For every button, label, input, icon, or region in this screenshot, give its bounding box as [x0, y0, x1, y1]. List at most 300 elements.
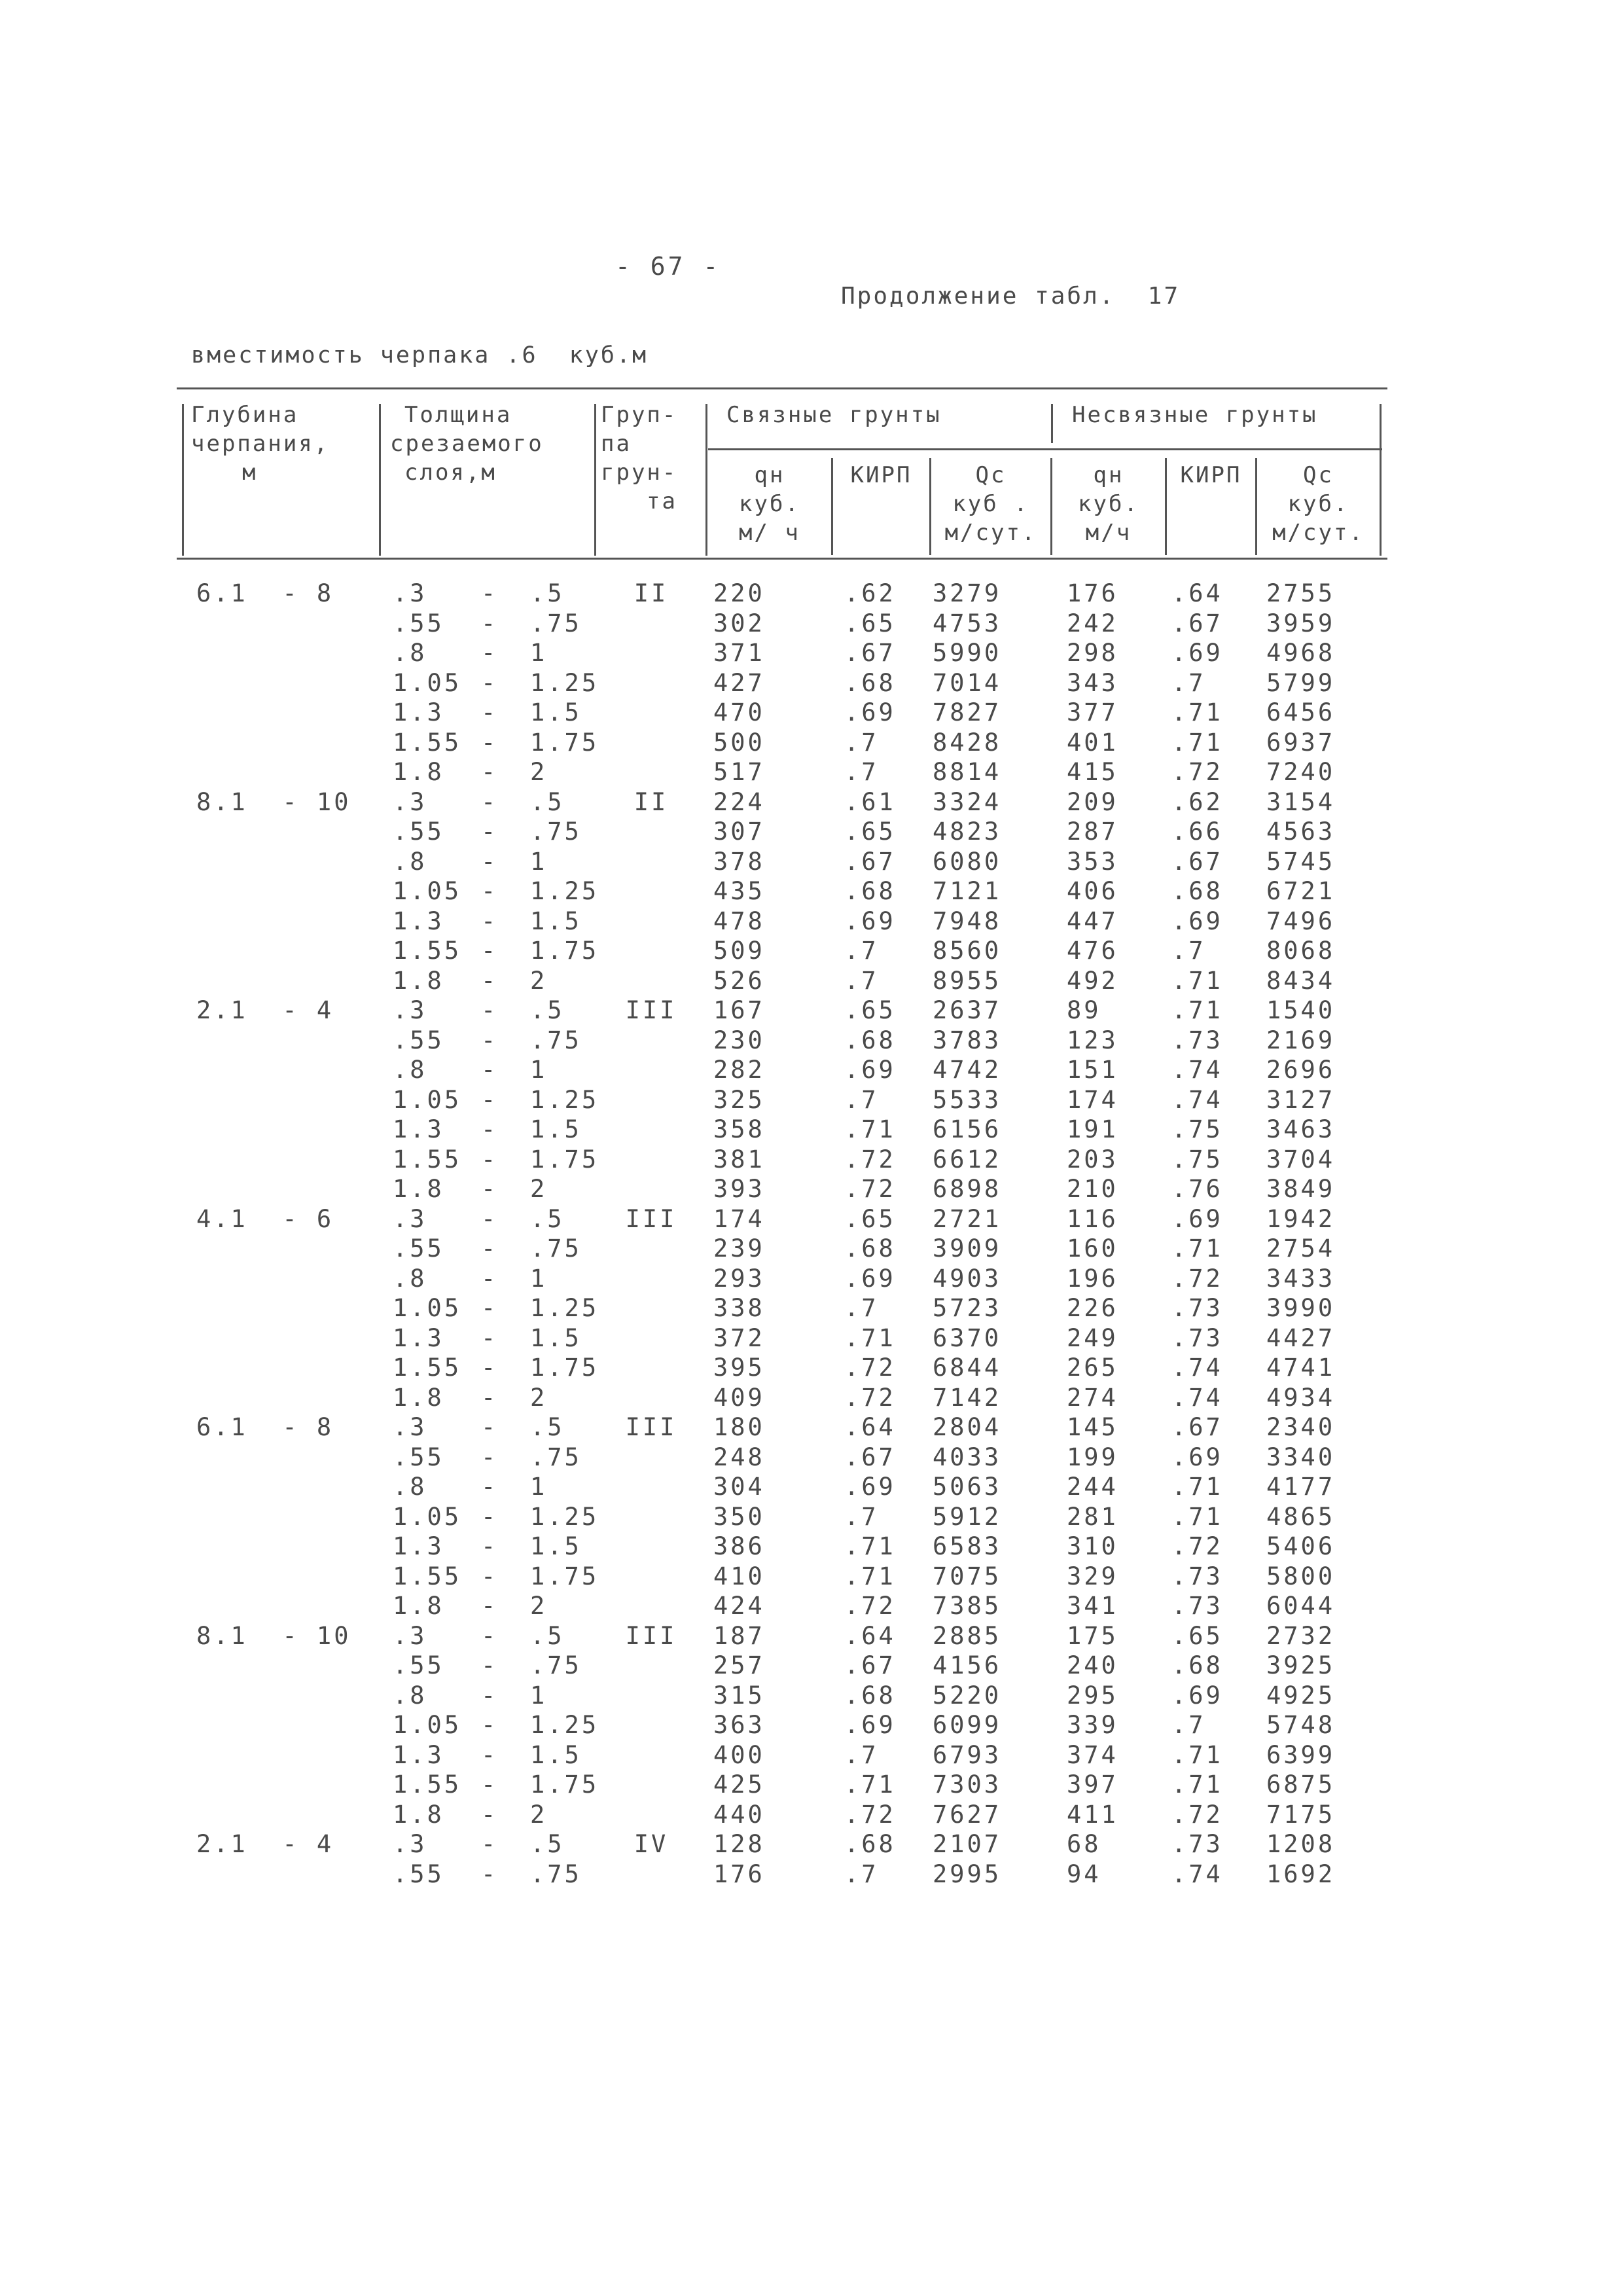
cell-thickness-dash: - — [481, 1562, 499, 1590]
cell-qn2: 411 — [1067, 1800, 1118, 1829]
header-kirp-noncohesive: КИРП — [1180, 462, 1242, 488]
cell-thickness-to: 1 — [530, 1473, 548, 1501]
cell-kirp2: .74 — [1171, 1056, 1223, 1084]
cell-thickness-from: .55 — [393, 609, 444, 637]
header-group-line4: та — [647, 488, 677, 514]
cell-qc: 6156 — [933, 1115, 1002, 1143]
cell-kirp: .62 — [844, 579, 896, 607]
cell-group: II — [633, 787, 669, 816]
cell-thickness-to: 1 — [530, 1681, 548, 1710]
cell-kirp2: .71 — [1171, 996, 1223, 1024]
cell-kirp2: .68 — [1171, 1651, 1223, 1679]
header-noncohesive-soils: Несвязные грунты — [1072, 402, 1318, 428]
cell-qn: 435 — [713, 877, 765, 905]
cell-thickness-to: .75 — [530, 609, 582, 637]
table-row — [0, 1056, 1440, 1085]
cell-kirp: .67 — [844, 1651, 896, 1679]
cell-qc: 7627 — [933, 1800, 1002, 1829]
table-row — [0, 1115, 1440, 1145]
cell-qc: 7385 — [933, 1592, 1002, 1620]
cell-thickness-dash: - — [481, 1234, 499, 1263]
cell-group: II — [633, 579, 669, 607]
cell-thickness-to: 1.75 — [530, 1145, 599, 1174]
cell-depth: 8.1 - 10 — [196, 1621, 351, 1650]
cell-qn: 470 — [713, 698, 765, 726]
cell-thickness-to: .75 — [530, 1443, 582, 1471]
cell-qc2: 3340 — [1266, 1443, 1336, 1471]
cell-qc: 3909 — [933, 1234, 1002, 1263]
cell-kirp2: .69 — [1171, 1443, 1223, 1471]
cell-kirp: .7 — [844, 728, 879, 757]
cell-qn: 409 — [713, 1383, 765, 1412]
cell-qn2: 492 — [1067, 966, 1118, 995]
cell-thickness-from: .8 — [393, 1473, 427, 1501]
cell-qn2: 298 — [1067, 639, 1118, 667]
table-row — [0, 1592, 1440, 1621]
header-qn-line1: qн — [754, 462, 785, 488]
cell-qc2: 4934 — [1266, 1383, 1336, 1412]
cell-qn2: 203 — [1067, 1145, 1118, 1174]
cell-thickness-to: .5 — [530, 579, 565, 607]
cell-kirp: .72 — [844, 1383, 896, 1412]
cell-thickness-dash: - — [481, 1383, 499, 1412]
table-row — [0, 1711, 1440, 1740]
cell-kirp2: .73 — [1171, 1562, 1223, 1590]
cell-kirp: .71 — [844, 1532, 896, 1560]
cell-kirp2: .67 — [1171, 847, 1223, 876]
cell-thickness-dash: - — [481, 1711, 499, 1739]
cell-qc: 5063 — [933, 1473, 1002, 1501]
cell-thickness-from: 1.05 — [393, 1502, 462, 1531]
header-depth — [191, 401, 329, 487]
cell-kirp: .72 — [844, 1145, 896, 1174]
cell-qc2: 3433 — [1266, 1264, 1336, 1293]
cell-kirp: .65 — [844, 817, 896, 846]
cell-qn2: 68 — [1067, 1830, 1101, 1858]
cell-qn2: 145 — [1067, 1413, 1118, 1441]
table-row — [0, 967, 1440, 996]
cell-thickness-to: 1 — [530, 1056, 548, 1084]
cell-thickness-dash: - — [481, 609, 499, 637]
cell-qn: 517 — [713, 758, 765, 786]
cell-thickness-to: 1.25 — [530, 1294, 599, 1322]
table-row — [0, 1205, 1440, 1234]
cell-kirp2: .69 — [1171, 639, 1223, 667]
cell-qc: 7827 — [933, 698, 1002, 726]
cell-qn2: 196 — [1067, 1264, 1118, 1293]
cell-group: III — [625, 1204, 677, 1233]
cell-qc2: 8068 — [1266, 937, 1336, 965]
table-row — [0, 579, 1440, 609]
cell-kirp2: .75 — [1171, 1115, 1223, 1143]
cell-kirp: .72 — [844, 1354, 896, 1382]
cell-thickness-dash: - — [481, 1830, 499, 1858]
header-qn2-line3: м/ч — [1085, 520, 1132, 546]
cell-qc: 7142 — [933, 1383, 1002, 1412]
cell-kirp: .7 — [844, 1294, 879, 1322]
cell-qn: 386 — [713, 1532, 765, 1560]
cell-qc2: 7175 — [1266, 1800, 1336, 1829]
cell-kirp: .65 — [844, 1204, 896, 1233]
cell-qc2: 4563 — [1266, 817, 1336, 846]
cell-qc: 2107 — [933, 1830, 1002, 1858]
cell-thickness-from: 1.3 — [393, 1115, 444, 1143]
cell-thickness-dash: - — [481, 1502, 499, 1531]
table-row — [0, 1741, 1440, 1770]
cell-thickness-dash: - — [481, 1026, 499, 1054]
cell-thickness-to: 1.25 — [530, 1711, 599, 1739]
cell-qn2: 287 — [1067, 817, 1118, 846]
cell-kirp: .7 — [844, 1085, 879, 1114]
table-row — [0, 1532, 1440, 1562]
cell-kirp: .68 — [844, 668, 896, 697]
cell-kirp2: .72 — [1171, 1800, 1223, 1829]
cell-qc2: 2732 — [1266, 1621, 1336, 1650]
cell-qc2: 3849 — [1266, 1175, 1336, 1203]
cell-qc: 8955 — [933, 966, 1002, 995]
cell-thickness-to: 1 — [530, 639, 548, 667]
cell-kirp: .68 — [844, 1681, 896, 1710]
cell-qn: 302 — [713, 609, 765, 637]
cell-qc: 5220 — [933, 1681, 1002, 1710]
cell-kirp2: .71 — [1171, 1770, 1223, 1799]
cell-qc2: 5748 — [1266, 1711, 1336, 1739]
cell-thickness-to: .5 — [530, 1830, 565, 1858]
cell-qn: 526 — [713, 966, 765, 995]
cell-thickness-from: .55 — [393, 817, 444, 846]
cell-qn2: 191 — [1067, 1115, 1118, 1143]
cell-qc: 2995 — [933, 1859, 1002, 1888]
cell-kirp: .67 — [844, 639, 896, 667]
cell-kirp2: .73 — [1171, 1294, 1223, 1322]
cell-qc2: 1692 — [1266, 1859, 1336, 1888]
cell-kirp: .72 — [844, 1800, 896, 1829]
cell-qc2: 6044 — [1266, 1592, 1336, 1620]
cell-thickness-dash: - — [481, 937, 499, 965]
cell-thickness-from: 1.55 — [393, 1770, 462, 1799]
cell-thickness-from: .8 — [393, 1264, 427, 1293]
cell-thickness-dash: - — [481, 668, 499, 697]
cell-qc: 7303 — [933, 1770, 1002, 1799]
cell-thickness-from: 1.3 — [393, 906, 444, 935]
table-row — [0, 1384, 1440, 1413]
cell-depth: 6.1 - 8 — [196, 1413, 334, 1441]
cell-kirp: .65 — [844, 609, 896, 637]
header-qc-line1: Qс — [975, 462, 1007, 488]
cell-thickness-to: .5 — [530, 787, 565, 816]
cell-qn2: 476 — [1067, 937, 1118, 965]
cell-qn2: 343 — [1067, 668, 1118, 697]
cell-qn: 167 — [713, 996, 765, 1024]
cell-qn: 393 — [713, 1175, 765, 1203]
table-row — [0, 758, 1440, 787]
cell-qn: 239 — [713, 1234, 765, 1263]
table-row — [0, 1324, 1440, 1354]
cell-qc2: 4968 — [1266, 639, 1336, 667]
cell-thickness-to: 1.25 — [530, 877, 599, 905]
cell-kirp: .7 — [844, 1859, 879, 1888]
table-row — [0, 639, 1440, 668]
cell-kirp: .71 — [844, 1770, 896, 1799]
cell-qn: 220 — [713, 579, 765, 607]
cell-thickness-from: .3 — [393, 1621, 427, 1650]
cell-thickness-dash: - — [481, 877, 499, 905]
cell-kirp: .69 — [844, 906, 896, 935]
cell-thickness-dash: - — [481, 639, 499, 667]
cell-qn: 180 — [713, 1413, 765, 1441]
cell-kirp2: .72 — [1171, 1532, 1223, 1560]
cell-thickness-to: 2 — [530, 1592, 548, 1620]
table-row — [0, 1175, 1440, 1204]
cell-kirp: .69 — [844, 698, 896, 726]
table-row — [0, 1830, 1440, 1859]
cell-qc: 5723 — [933, 1294, 1002, 1322]
header-qc-line3: м/сут. — [944, 520, 1037, 546]
cell-qn: 371 — [713, 639, 765, 667]
cell-thickness-to: 2 — [530, 1383, 548, 1412]
cell-thickness-dash: - — [481, 1681, 499, 1710]
cell-qc2: 2755 — [1266, 579, 1336, 607]
cell-qc2: 3154 — [1266, 787, 1336, 816]
cell-group: III — [625, 1621, 677, 1650]
cell-thickness-dash: - — [481, 787, 499, 816]
cell-thickness-dash: - — [481, 1294, 499, 1322]
header-thickness-line1: Толщина — [404, 402, 512, 428]
cell-thickness-from: 1.05 — [393, 1085, 462, 1114]
cell-qc: 3324 — [933, 787, 1002, 816]
cell-qc2: 2696 — [1266, 1056, 1336, 1084]
cell-qn: 425 — [713, 1770, 765, 1799]
header-thickness-line2: срезаемого — [390, 431, 544, 457]
cell-qn2: 329 — [1067, 1562, 1118, 1590]
cell-qn2: 281 — [1067, 1502, 1118, 1531]
cell-thickness-dash: - — [481, 1354, 499, 1382]
cell-qc2: 7240 — [1266, 758, 1336, 786]
cell-kirp2: .74 — [1171, 1859, 1223, 1888]
cell-qc2: 2169 — [1266, 1026, 1336, 1054]
cell-kirp: .71 — [844, 1323, 896, 1352]
cell-thickness-dash: - — [481, 996, 499, 1024]
cell-thickness-to: .5 — [530, 1413, 565, 1441]
cell-qn2: 244 — [1067, 1473, 1118, 1501]
cell-kirp2: .73 — [1171, 1592, 1223, 1620]
cell-thickness-to: .75 — [530, 1651, 582, 1679]
cell-qn2: 94 — [1067, 1859, 1101, 1888]
header-qc-line2: куб . — [952, 491, 1029, 517]
cell-thickness-to: 1.75 — [530, 1354, 599, 1382]
cell-qn: 307 — [713, 817, 765, 846]
cell-qn2: 175 — [1067, 1621, 1118, 1650]
cell-thickness-from: 1.55 — [393, 1354, 462, 1382]
cell-qc: 4823 — [933, 817, 1002, 846]
cell-thickness-dash: - — [481, 1115, 499, 1143]
cell-qc: 5912 — [933, 1502, 1002, 1531]
cell-depth: 6.1 - 8 — [196, 579, 334, 607]
cell-thickness-from: .8 — [393, 639, 427, 667]
cell-kirp2: .64 — [1171, 579, 1223, 607]
cell-thickness-to: .5 — [530, 1204, 565, 1233]
cell-qc: 2721 — [933, 1204, 1002, 1233]
cell-qc2: 1942 — [1266, 1204, 1336, 1233]
table-row — [0, 788, 1440, 817]
cell-qc2: 7496 — [1266, 906, 1336, 935]
cell-qc2: 4925 — [1266, 1681, 1336, 1710]
cell-thickness-from: .8 — [393, 1056, 427, 1084]
cell-qn2: 341 — [1067, 1592, 1118, 1620]
cell-qn: 282 — [713, 1056, 765, 1084]
cell-qc2: 8434 — [1266, 966, 1336, 995]
table-caption: вместимость черпака .6 куб.м — [191, 342, 649, 368]
cell-thickness-to: 1.75 — [530, 1770, 599, 1799]
cell-qn: 187 — [713, 1621, 765, 1650]
cell-thickness-dash: - — [481, 1473, 499, 1501]
cell-kirp: .68 — [844, 1830, 896, 1858]
cell-kirp2: .69 — [1171, 1204, 1223, 1233]
cell-qn2: 174 — [1067, 1085, 1118, 1114]
cell-qc2: 3925 — [1266, 1651, 1336, 1679]
cell-qc2: 3990 — [1266, 1294, 1336, 1322]
cell-thickness-to: 1 — [530, 847, 548, 876]
cell-thickness-from: .55 — [393, 1443, 444, 1471]
cell-group: IV — [633, 1830, 669, 1858]
cell-qn: 248 — [713, 1443, 765, 1471]
table-row — [0, 1294, 1440, 1323]
table-row — [0, 1265, 1440, 1294]
cell-thickness-from: 1.05 — [393, 668, 462, 697]
cell-kirp: .71 — [844, 1115, 896, 1143]
cell-qn: 128 — [713, 1830, 765, 1858]
cell-qc: 6080 — [933, 847, 1002, 876]
cell-thickness-from: .3 — [393, 787, 427, 816]
header-qn2-line1: qн — [1093, 462, 1124, 488]
cell-qc: 7948 — [933, 906, 1002, 935]
cell-qn2: 199 — [1067, 1443, 1118, 1471]
cell-kirp2: .74 — [1171, 1354, 1223, 1382]
cell-thickness-dash: - — [481, 1175, 499, 1203]
cell-qn: 350 — [713, 1502, 765, 1531]
cell-qn2: 160 — [1067, 1234, 1118, 1263]
cell-thickness-from: 1.3 — [393, 1323, 444, 1352]
cell-qc: 5990 — [933, 639, 1002, 667]
header-cohesive-soils: Связные грунты — [726, 402, 942, 428]
cell-qn2: 339 — [1067, 1711, 1118, 1739]
cell-thickness-to: 1.25 — [530, 1502, 599, 1531]
cell-thickness-to: .75 — [530, 1859, 582, 1888]
cell-thickness-dash: - — [481, 1145, 499, 1174]
cell-qc: 6898 — [933, 1175, 1002, 1203]
header-depth-line2: черпания, — [191, 431, 330, 457]
header-qc2-line1: Qс — [1303, 462, 1334, 488]
cell-qc2: 3704 — [1266, 1145, 1336, 1174]
cell-thickness-dash: - — [481, 1264, 499, 1293]
cell-qn: 381 — [713, 1145, 765, 1174]
cell-kirp2: .72 — [1171, 1264, 1223, 1293]
cell-kirp2: .74 — [1171, 1085, 1223, 1114]
cell-qc: 6844 — [933, 1354, 1002, 1382]
cell-thickness-to: 1.5 — [530, 698, 582, 726]
cell-qc: 3783 — [933, 1026, 1002, 1054]
table-row — [0, 1234, 1440, 1264]
cell-qn: 224 — [713, 787, 765, 816]
cell-qc2: 1540 — [1266, 996, 1336, 1024]
cell-thickness-from: 1.05 — [393, 1711, 462, 1739]
cell-qn: 315 — [713, 1681, 765, 1710]
cell-qn2: 116 — [1067, 1204, 1118, 1233]
header-qn2-line2: куб. — [1078, 491, 1139, 517]
cell-qc2: 6937 — [1266, 728, 1336, 757]
cell-kirp2: .67 — [1171, 1413, 1223, 1441]
cell-thickness-from: .3 — [393, 1204, 427, 1233]
cell-kirp2: .68 — [1171, 877, 1223, 905]
cell-thickness-from: 1.3 — [393, 1740, 444, 1769]
cell-thickness-dash: - — [481, 1085, 499, 1114]
table-row — [0, 907, 1440, 937]
cell-kirp: .71 — [844, 1562, 896, 1590]
cell-kirp: .7 — [844, 1740, 879, 1769]
cell-qc2: 5800 — [1266, 1562, 1336, 1590]
cell-thickness-dash: - — [481, 1056, 499, 1084]
cell-qc2: 4865 — [1266, 1502, 1336, 1531]
cell-thickness-dash: - — [481, 1592, 499, 1620]
cell-qc2: 1208 — [1266, 1830, 1336, 1858]
cell-thickness-to: 1.5 — [530, 1532, 582, 1560]
table-row — [0, 1651, 1440, 1681]
header-qc2-line2: куб. — [1287, 491, 1349, 517]
cell-thickness-to: 1 — [530, 1264, 548, 1293]
cell-thickness-from: 1.55 — [393, 937, 462, 965]
cell-kirp2: .7 — [1171, 937, 1206, 965]
cell-thickness-dash: - — [481, 1800, 499, 1829]
cell-thickness-to: .5 — [530, 1621, 565, 1650]
table-continuation-label: Продолжение табл. 17 — [841, 283, 1181, 310]
cell-qc: 4742 — [933, 1056, 1002, 1084]
cell-qc: 4033 — [933, 1443, 1002, 1471]
cell-thickness-from: 1.8 — [393, 1175, 444, 1203]
cell-qn2: 406 — [1067, 877, 1118, 905]
cell-qc: 8814 — [933, 758, 1002, 786]
cell-thickness-dash: - — [481, 1532, 499, 1560]
cell-kirp: .7 — [844, 937, 879, 965]
cell-qn2: 397 — [1067, 1770, 1118, 1799]
cell-group: III — [625, 1413, 677, 1441]
cell-thickness-dash: - — [481, 1443, 499, 1471]
cell-thickness-dash: - — [481, 1651, 499, 1679]
cell-qc: 7014 — [933, 668, 1002, 697]
cell-kirp: .67 — [844, 847, 896, 876]
cell-qc: 7121 — [933, 877, 1002, 905]
table-row — [0, 1443, 1440, 1473]
cell-qc: 7075 — [933, 1562, 1002, 1590]
cell-qc2: 3463 — [1266, 1115, 1336, 1143]
cell-thickness-to: .75 — [530, 817, 582, 846]
header-qn-line3: м/ ч — [739, 520, 800, 546]
cell-kirp: .72 — [844, 1175, 896, 1203]
table-row — [0, 609, 1440, 639]
cell-qn: 358 — [713, 1115, 765, 1143]
cell-kirp2: .66 — [1171, 817, 1223, 846]
header-qn-line2: куб. — [739, 491, 800, 517]
cell-kirp2: .7 — [1171, 1711, 1206, 1739]
table-row — [0, 1086, 1440, 1115]
table-row — [0, 1801, 1440, 1830]
cell-qn2: 151 — [1067, 1056, 1118, 1084]
cell-thickness-from: .55 — [393, 1651, 444, 1679]
cell-thickness-dash: - — [481, 1323, 499, 1352]
table-row — [0, 698, 1440, 728]
table-row — [0, 1145, 1440, 1175]
cell-thickness-dash: - — [481, 1204, 499, 1233]
cell-qn: 230 — [713, 1026, 765, 1054]
